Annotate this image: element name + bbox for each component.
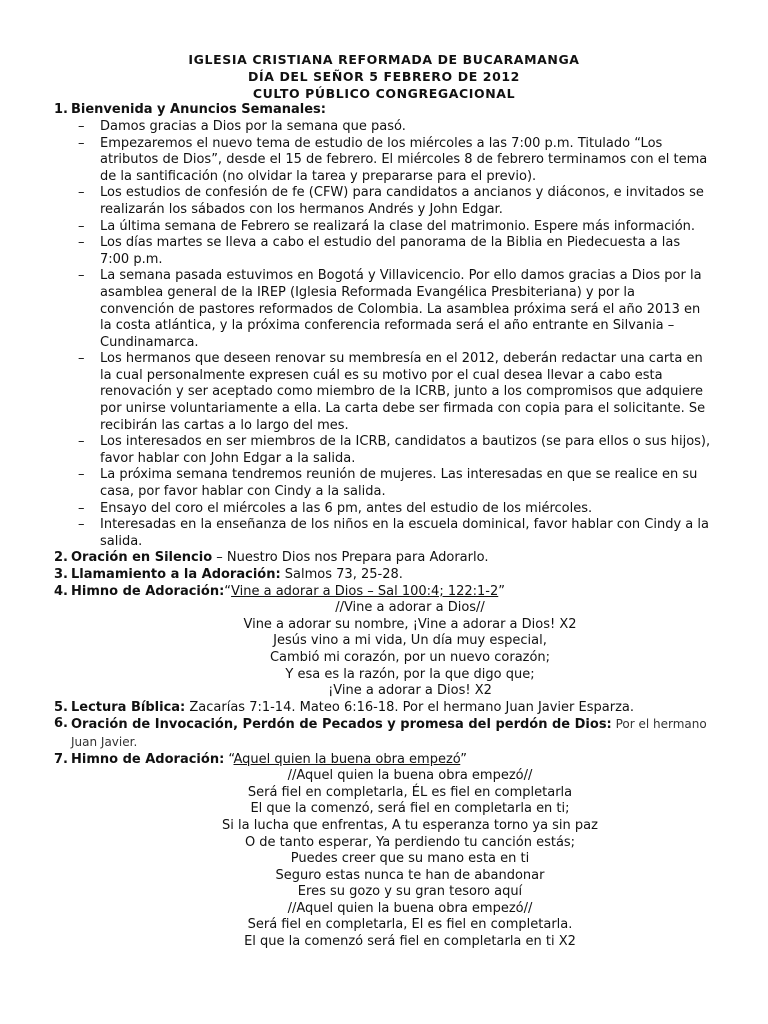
section-hymn-2: 7. Himno de Adoración: “Aquel quien la buena obra empezó” xyxy=(54,751,468,767)
section-invocation xyxy=(0,716,768,751)
announcement-item: – Empezaremos el nuevo tema de estudio de los miércoles a las 7:00 p.m. Titulado “Los atributos de Dios”, desde el 15 de febrero. El miércoles 8 de febrero terminamos con el tema de la santificación (no olvidar la tarea y prepararse para el previo). xyxy=(78,135,708,184)
lyric-line: Eres su gozo y su gran tesoro aquí xyxy=(297,884,523,900)
hymn-title: Aquel quien la buena obra empezó xyxy=(233,751,461,767)
lyric-line: Será fiel en completarla, El es fiel en completarla. xyxy=(247,917,573,933)
section-title: Llamamiento a la Adoración: xyxy=(71,567,281,583)
lyric-line: Si la lucha que enfrentas, A tu esperanza torno ya sin paz xyxy=(222,817,598,833)
section-number: 7. xyxy=(54,751,68,767)
lyric-line: Cambió mi corazón, por un nuevo corazón; xyxy=(269,649,551,665)
section-title: Lectura Bíblica: xyxy=(71,699,186,715)
section-call-to-worship xyxy=(0,567,768,584)
lyric-line: //Aquel quien la buena obra empezó// xyxy=(287,768,533,784)
hymn-2-lyrics xyxy=(0,768,768,951)
lyric-line: //Vine a adorar a Dios// xyxy=(335,600,485,616)
announcement-item: – Interesadas en la enseñanza de los niños en la escuela dominical, favor hablar con Cindy a la salida. xyxy=(78,517,709,549)
lyric-line: Vine a adorar su nombre, ¡Vine a adorar a Dios! X2 xyxy=(243,616,577,632)
section-number: 6. xyxy=(54,716,68,732)
section-number: 1. xyxy=(54,102,68,118)
announcements-list xyxy=(0,119,768,550)
lyric-line: Y esa es la razón, por la que digo que; xyxy=(285,666,535,682)
announcement-item: – Los días martes se lleva a cabo el estudio del panorama de la Biblia en Piedecuesta a las 7:00 p.m. xyxy=(78,235,681,267)
section-bible-reading xyxy=(0,700,768,717)
section-number: 2. xyxy=(54,550,68,566)
section-title: Oración en Silencio xyxy=(71,550,213,566)
section-welcome xyxy=(0,102,768,119)
lyric-line: Jesús vino a mi vida, Un día muy especial, xyxy=(273,633,547,649)
announcement-item: – Los interesados en ser miembros de la ICRB, candidatos a bautizos (se para ellos o sus hijos), favor hablar con John Edgar a la salida. xyxy=(78,434,711,466)
lyric-line: Será fiel en completarla, ÉL es fiel en completarla xyxy=(247,784,573,800)
lyric-line: El que la comenzó será fiel en completarla en ti X2 xyxy=(244,934,576,950)
lyric-line: O de tanto esperar, Ya perdiendo tu canción estás; xyxy=(244,834,576,850)
service-type: CULTO PÚBLICO CONGREGACIONAL xyxy=(252,85,516,101)
announcement-item: – Damos gracias a Dios por la semana que pasó. xyxy=(78,118,406,134)
church-name: IGLESIA CRISTIANA REFORMADA DE BUCARAMANGA xyxy=(188,52,580,67)
hymn-1-lyrics xyxy=(0,600,768,700)
section-text: Zacarías 7:1-14. Mateo 6:16-18. Por el hermano Juan Javier Esparza. xyxy=(185,699,634,715)
section-number: 3. xyxy=(54,567,68,583)
section-title: Bienvenida y Anuncios Semanales: xyxy=(71,102,326,118)
lyric-line: El que la comenzó, será fiel en completarla en ti; xyxy=(250,801,570,817)
section-number: 4. xyxy=(54,583,68,599)
hymn-title: Vine a adorar a Dios – Sal 100:4; 122:1-2 xyxy=(231,583,499,599)
section-title: Himno de Adoración: xyxy=(71,583,225,599)
announcement-item: – Los estudios de confesión de fe (CFW) para candidatos a ancianos y diáconos, e invitados se realizarán los sábados con los hermanos Andrés y John Edgar. xyxy=(78,185,704,217)
section-text: Salmos 73, 25-28. xyxy=(280,567,403,583)
announcement-item: – Ensayo del coro el miércoles a las 6 pm, antes del estudio de los miércoles. xyxy=(78,500,593,516)
lyric-line: //Aquel quien la buena obra empezó// xyxy=(287,900,533,916)
section-silent-prayer xyxy=(0,550,768,567)
header xyxy=(0,52,768,102)
section-title: Himno de Adoración: xyxy=(71,751,225,767)
section-text: Por el hermano Juan Javier. xyxy=(71,717,707,749)
section-number: 5. xyxy=(54,699,68,715)
announcement-item: – La última semana de Febrero se realizará la clase del matrimonio. Espere más información. xyxy=(78,218,696,234)
lyric-line: ¡Vine a adorar a Dios! X2 xyxy=(328,683,492,699)
lyric-line: Seguro estas nunca te han de abandonar xyxy=(275,867,545,883)
service-date: DÍA DEL SEÑOR 5 FEBRERO DE 2012 xyxy=(248,68,520,84)
announcement-item: – La semana pasada estuvimos en Bogotá y Villavicencio. Por ello damos gracias a Dios por la asamblea general de la IREP (Iglesia Reformada Evangélica Presbiteriana) y por la convención de pastores reformados de Colombia. La asamblea próxima será el año 2013 en la costa atlántica, y la próxima conferencia reformada será el año entrante en Silvania – Cundinamarca. xyxy=(78,268,702,350)
announcement-item: – La próxima semana tendremos reunión de mujeres. Las interesadas en que se realice en su casa, por favor hablar con Cindy a la salida. xyxy=(78,467,698,500)
section-title: Oración de Invocación, Perdón de Pecados y promesa del perdón de Dios: xyxy=(71,717,612,733)
section-text: – Nuestro Dios nos Prepara para Adorarlo. xyxy=(212,550,489,566)
lyric-line: Puedes creer que su mano esta en ti xyxy=(290,851,530,867)
section-hymn-1: 4. Himno de Adoración:“Vine a adorar a Dios – Sal 100:4; 122:1-2” xyxy=(54,583,506,599)
announcement-item: – Los hermanos que deseen renovar su membresía en el 2012, deberán redactar una carta en la cual personalmente expresen cuál es su motivo por el cual desea llevar a cabo esta renovación y ser aceptado como miembro de la ICRB, junto a los compromisos que adquiere por unirse voluntariamente a ella. La carta debe ser firmada con copia para el solicitante. Se recibirán las cartas a lo largo del mes. xyxy=(78,351,706,433)
